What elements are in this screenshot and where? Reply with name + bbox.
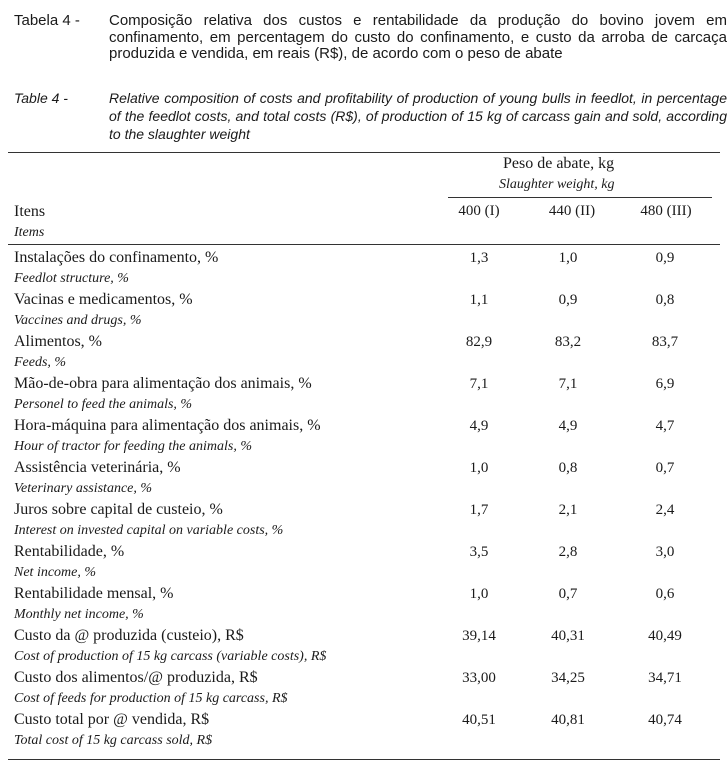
cell-400: 33,00 bbox=[462, 670, 496, 686]
cell-480: 0,6 bbox=[655, 586, 675, 602]
cell-480: 0,7 bbox=[655, 460, 675, 476]
cell-440: 1,0 bbox=[558, 250, 578, 266]
items-header-en: Items bbox=[14, 225, 45, 240]
row-label-en: Net income, % bbox=[14, 565, 97, 580]
column-header-480: 480 (III) bbox=[640, 203, 692, 219]
items-header-pt: Itens bbox=[14, 203, 46, 220]
cell-480: 0,9 bbox=[655, 250, 675, 266]
row-label-en: Veterinary assistance, % bbox=[14, 481, 153, 496]
row-label-en: Cost of feeds for production of 15 kg carcass, R$ bbox=[14, 691, 288, 706]
row-label-en: Cost of production of 15 kg carcass (variable costs), R$ bbox=[14, 649, 327, 664]
caption-english bbox=[14, 89, 727, 147]
cell-440: 83,2 bbox=[554, 334, 582, 350]
row-label-pt: Vacinas e medicamentos, % bbox=[14, 291, 193, 308]
row-label-en: Feeds, % bbox=[14, 355, 67, 370]
row-label-en: Personel to feed the animals, % bbox=[14, 397, 193, 412]
cell-400: 1,7 bbox=[469, 502, 489, 518]
cell-440: 0,9 bbox=[558, 292, 578, 308]
cell-480: 34,71 bbox=[648, 670, 682, 686]
table-top-rule bbox=[8, 152, 720, 153]
cell-400: 7,1 bbox=[469, 376, 489, 392]
header-bottom-rule bbox=[8, 244, 720, 245]
cell-400: 3,5 bbox=[469, 544, 489, 560]
cell-440: 2,1 bbox=[558, 502, 578, 518]
row-label-pt: Custo total por @ vendida, R$ bbox=[14, 711, 210, 728]
cell-480: 83,7 bbox=[651, 334, 679, 350]
caption-text-en: Relative composition of costs and profitability of production of young bulls in feedlot, in percentage of the feedlot costs, and total costs (R$), of production of 15 kg of carcass gain and sold, according to the slaughter weight bbox=[109, 90, 727, 142]
caption-label-pt: Tabela 4 - bbox=[14, 12, 80, 29]
table-bottom-rule bbox=[8, 759, 720, 760]
cell-480: 4,7 bbox=[655, 418, 675, 434]
cell-480: 2,4 bbox=[655, 502, 675, 518]
row-label-pt: Custo da @ produzida (custeio), R$ bbox=[14, 627, 244, 644]
cell-440: 0,7 bbox=[558, 586, 578, 602]
column-header-440: 440 (II) bbox=[548, 203, 596, 219]
row-label-pt: Juros sobre capital de custeio, % bbox=[14, 501, 223, 518]
row-label-en: Interest on invested capital on variable costs, % bbox=[14, 523, 284, 538]
cell-440: 7,1 bbox=[558, 376, 578, 392]
caption-portuguese bbox=[14, 13, 727, 81]
row-label-en: Monthly net income, % bbox=[14, 607, 144, 622]
cell-400: 1,3 bbox=[469, 250, 489, 266]
group-header-en: Slaughter weight, kg bbox=[499, 177, 615, 192]
cell-440: 34,25 bbox=[551, 670, 585, 686]
row-label-en: Vaccines and drugs, % bbox=[14, 313, 142, 328]
cell-480: 40,49 bbox=[648, 628, 682, 644]
cell-400: 39,14 bbox=[462, 628, 496, 644]
cell-480: 3,0 bbox=[655, 544, 675, 560]
cell-480: 6,9 bbox=[655, 376, 675, 392]
cell-400: 4,9 bbox=[469, 418, 489, 434]
group-header-pt: Peso de abate, kg bbox=[503, 155, 615, 172]
cell-440: 4,9 bbox=[558, 418, 578, 434]
cell-480: 0,8 bbox=[655, 292, 675, 308]
row-label-en: Hour of tractor for feeding the animals, % bbox=[14, 439, 252, 454]
column-header-400: 400 (I) bbox=[458, 203, 500, 219]
cell-400: 1,0 bbox=[469, 586, 489, 602]
cell-440: 40,81 bbox=[551, 712, 585, 728]
group-header-rule bbox=[448, 197, 712, 198]
row-label-pt: Hora-máquina para alimentação dos animais, % bbox=[14, 417, 321, 434]
row-label-pt: Rentabilidade, % bbox=[14, 543, 125, 560]
row-label-pt: Alimentos, % bbox=[14, 333, 102, 350]
cell-400: 82,9 bbox=[465, 334, 493, 350]
cell-440: 40,31 bbox=[551, 628, 585, 644]
row-label-pt: Mão-de-obra para alimentação dos animais, % bbox=[14, 375, 312, 392]
caption-label-en: Table 4 - bbox=[14, 90, 68, 106]
row-label-en: Feedlot structure, % bbox=[14, 271, 129, 286]
row-label-pt: Custo dos alimentos/@ produzida, R$ bbox=[14, 669, 258, 686]
caption-text-pt: Composição relativa dos custos e rentabilidade da produção do bovino jovem em confinamento, em percentagem do custo do confinamento, e custo da arroba de carcaça produzida e vendida, em reais (R$), de acordo com o peso de abate bbox=[109, 12, 727, 62]
cell-400: 1,1 bbox=[469, 292, 489, 308]
cell-440: 2,8 bbox=[558, 544, 578, 560]
cell-440: 0,8 bbox=[558, 460, 578, 476]
row-label-en: Total cost of 15 kg carcass sold, R$ bbox=[14, 733, 213, 748]
cell-480: 40,74 bbox=[648, 712, 682, 728]
cell-400: 40,51 bbox=[462, 712, 496, 728]
row-label-pt: Instalações do confinamento, % bbox=[14, 249, 219, 266]
cell-400: 1,0 bbox=[469, 460, 489, 476]
row-label-pt: Assistência veterinária, % bbox=[14, 459, 181, 476]
row-label-pt: Rentabilidade mensal, % bbox=[14, 585, 174, 602]
